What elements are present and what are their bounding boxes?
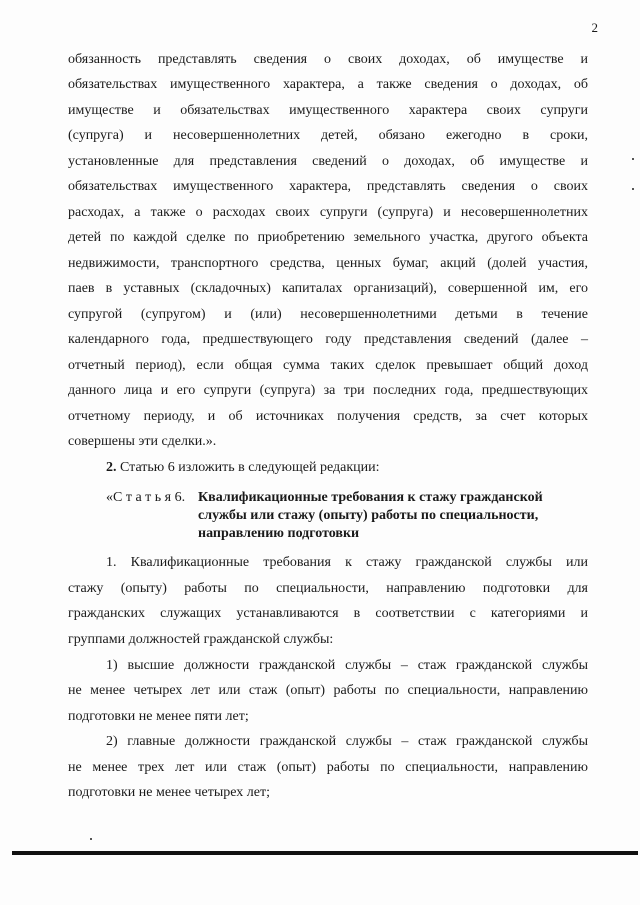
article-heading-line: Квалификационные требования к стажу гражданской [198, 490, 543, 505]
item-2-number: 2. [106, 460, 117, 475]
text-line: календарного года, предшествующего году представления сведений (далее – [68, 332, 588, 347]
text-line: совершены эти сделки.». [68, 434, 217, 449]
article-lead: «С т а т ь я 6. [106, 490, 186, 505]
body-line: группами должностей гражданской службы: [68, 632, 334, 647]
page-number: 2 [591, 20, 598, 35]
text-line: отчетный период), если общая сумма таких сделок превышает общий доход [68, 358, 588, 373]
body-line: 1. Квалификационные требования к стажу гражданской службы или [106, 555, 588, 570]
text-line: (супруга) и несовершеннолетних детей, обязано ежегодно в сроки, [68, 128, 588, 143]
scan-speck [632, 188, 634, 190]
text-line: обязательствах имущественного характера, представлять сведения о своих [68, 179, 588, 194]
article-heading-line: направлению подготовки [198, 526, 360, 541]
body-line: стажу (опыту) работы по специальности, направлению подготовки для [68, 581, 588, 596]
text-line: имуществе и обязательствах имущественного характера своих супруги [68, 103, 588, 118]
text-line: детей по каждой сделке по приобретению земельного участка, другого объекта [68, 230, 588, 245]
text-line: установленные для представления сведений о доходах, об имуществе и [68, 154, 588, 169]
body-line: 2) главные должности гражданской службы – стаж гражданской службы [106, 734, 588, 749]
scan-speck [632, 158, 634, 160]
body-line: подготовки не менее четырех лет; [68, 785, 270, 800]
body-line: гражданских служащих устанавливаются в соответствии с категориями и [68, 606, 588, 621]
bottom-rule [12, 851, 638, 855]
text-line: расходах, а также о расходах своих супруги (супруга) и несовершеннолетних [68, 205, 588, 220]
item-2 [106, 460, 588, 476]
text-line: обязательствах имущественного характера, а также сведения о доходах, об [68, 77, 588, 92]
text-line: отчетному периоду, и об источниках получения средств, за счет которых [68, 409, 588, 424]
scan-speck [90, 838, 92, 840]
body-line: не менее четырех лет или стаж (опыт) работы по специальности, направлению [68, 683, 588, 698]
text-line: обязанность представлять сведения о своих доходах, об имуществе и [68, 52, 588, 67]
item-2-text: Статью 6 изложить в следующей редакции: [116, 460, 380, 475]
article-heading-line: службы или стажу (опыту) работы по специальности, [198, 508, 539, 523]
body-line: не менее трех лет или стаж (опыт) работы по специальности, направлению [68, 760, 588, 775]
body-line: 1) высшие должности гражданской службы – стаж гражданской службы [106, 658, 588, 673]
text-line: данного лица и его супруги (супруга) за три последних года, предшествующих [68, 383, 588, 398]
body-line: подготовки не менее пяти лет; [68, 709, 249, 724]
text-line: недвижимости, транспортного средства, ценных бумаг, акций (долей участия, [68, 256, 588, 271]
text-line: паев в уставных (складочных) капиталах организаций), совершенной им, его [68, 281, 588, 296]
text-line: супругой (супругом) и (или) несовершеннолетними детьми в течение [68, 307, 588, 322]
